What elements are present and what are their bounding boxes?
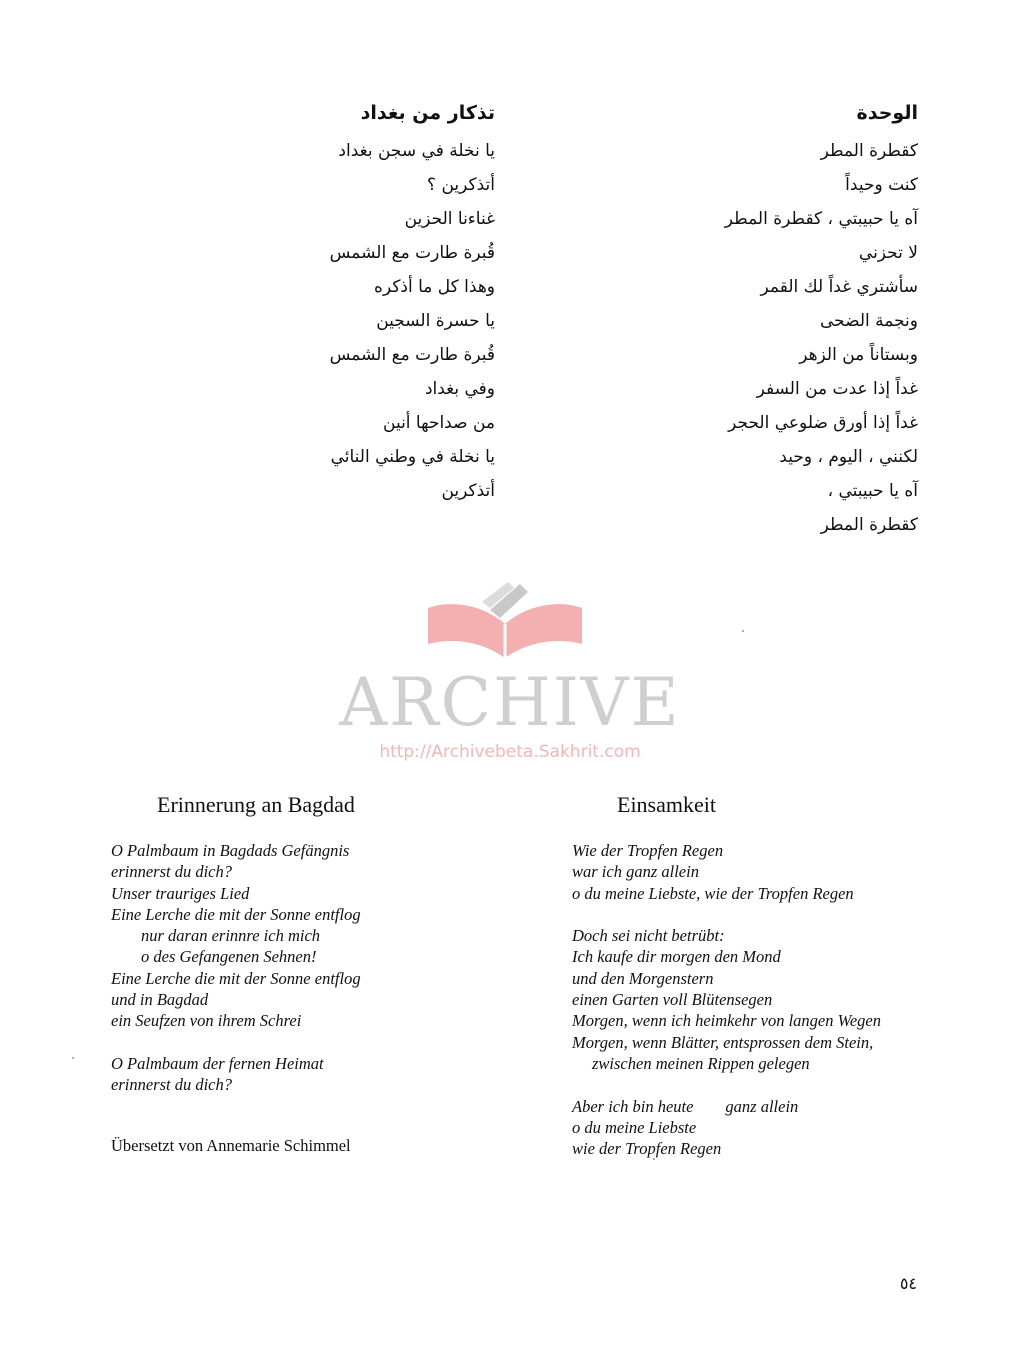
poem-line: وفي بغداد (424, 379, 495, 399)
poem-line: كقطرة المطر (820, 515, 918, 535)
arabic-poem-right (618, 100, 918, 542)
poem-line: وبستاناً من الزهر (799, 345, 918, 365)
german-poem-left (111, 840, 361, 1096)
poem-line: ein Seufzen von ihrem Schrei (111, 1011, 302, 1031)
german-poem-title-right: Einsamkeit (617, 792, 716, 817)
poem-line: كنت وحيداً (845, 175, 918, 195)
poem-line: آه يا حبيبتي ، (827, 481, 918, 501)
poem-line: Eine Lerche die mit der Sonne entflog (111, 968, 361, 988)
poem-line (572, 1096, 881, 1117)
poem-line: Morgen, wenn Blätter, entsprossen dem Stein, (572, 1032, 874, 1052)
poem-line: من صداحها أنين (383, 413, 495, 433)
poem-line: Doch sei nicht betrübt: (572, 926, 725, 946)
poem-line: قُبرة طارت مع الشمس (329, 243, 495, 263)
poem-line: zwischen meinen Rippen gelegen (592, 1053, 810, 1073)
poem-line: آه يا حبيبتي ، كقطرة المطر (724, 209, 918, 229)
poem-line: أتذكرين ؟ (427, 175, 495, 195)
poem-line: O Palmbaum in Bagdads Gefängnis (111, 841, 350, 860)
watermark-text: ARCHIVE (339, 664, 681, 741)
poem-line: und den Morgenstern (572, 968, 714, 988)
poem-line: erinnerst du dich? (111, 1075, 232, 1095)
german-poem-right (572, 840, 881, 1159)
poem-line: nur daran erinnre ich mich (141, 926, 321, 946)
poem-line: كقطرة المطر (820, 141, 918, 161)
poem-line: لكنني ، اليوم ، وحيد (779, 447, 918, 467)
poem-line: أتذكرين (441, 481, 495, 501)
poem-line: o du meine Liebste (572, 1117, 697, 1137)
poem-line: لا تحزني (858, 243, 918, 263)
german-poem-title-left: Erinnerung an Bagdad (157, 792, 355, 817)
poem-line: o des Gefangenen Sehnen! (141, 947, 317, 967)
poem-line: سأشتري غداً لك القمر (760, 277, 918, 297)
poem-fragment: ganz allein (725, 1096, 799, 1116)
translator-credit: Übersetzt von Annemarie Schimmel (111, 1136, 351, 1155)
arabic-poem-title: الوحدة (856, 102, 918, 124)
scan-speck (72, 1057, 74, 1059)
page-number: ٥٤ (899, 1274, 917, 1293)
poem-line: ونجمة الضحى (819, 311, 918, 331)
poem-line: يا نخلة في سجن بغداد (338, 141, 495, 161)
poem-line: Ich kaufe dir morgen den Mond (572, 947, 781, 967)
poem-line: einen Garten voll Blütensegen (572, 990, 773, 1010)
poem-line: wie der Tropfen Regen (572, 1139, 722, 1159)
poem-line: غداً إذا عدت من السفر (756, 379, 918, 399)
archive-watermark (300, 580, 720, 770)
scan-speck (653, 1158, 655, 1160)
poem-line: und in Bagdad (111, 990, 209, 1010)
arabic-poem-title: تذكار من بغداد (360, 102, 495, 124)
poem-line: war ich ganz allein (572, 862, 699, 882)
arabic-poem-left (195, 100, 495, 508)
scan-speck (742, 630, 744, 632)
poem-line: erinnerst du dich? (111, 862, 232, 882)
poem-line: Wie der Tropfen Regen (572, 841, 724, 860)
poem-line: غداً إذا أورق ضلوعي الحجر (728, 413, 918, 433)
poem-line: Eine Lerche die mit der Sonne entflog (111, 904, 361, 924)
watermark-url: http://Archivebeta.Sakhrit.com (379, 742, 641, 762)
poem-line: وهذا كل ما أذكره (374, 277, 495, 297)
poem-line: يا حسرة السجين (376, 311, 495, 331)
open-book-icon (420, 580, 590, 670)
poem-line: Unser trauriges Lied (111, 883, 250, 903)
poem-line: قُبرة طارت مع الشمس (329, 345, 495, 365)
poem-line: غناءنا الحزين (404, 209, 495, 229)
poem-fragment: Aber ich bin heute (572, 1096, 694, 1116)
poem-line: Morgen, wenn ich heimkehr von langen Wegen (572, 1011, 881, 1031)
poem-line: O Palmbaum der fernen Heimat (111, 1053, 324, 1073)
poem-line: o du meine Liebste, wie der Tropfen Regen (572, 883, 854, 903)
poem-line: يا نخلة في وطني النائي (330, 447, 495, 467)
